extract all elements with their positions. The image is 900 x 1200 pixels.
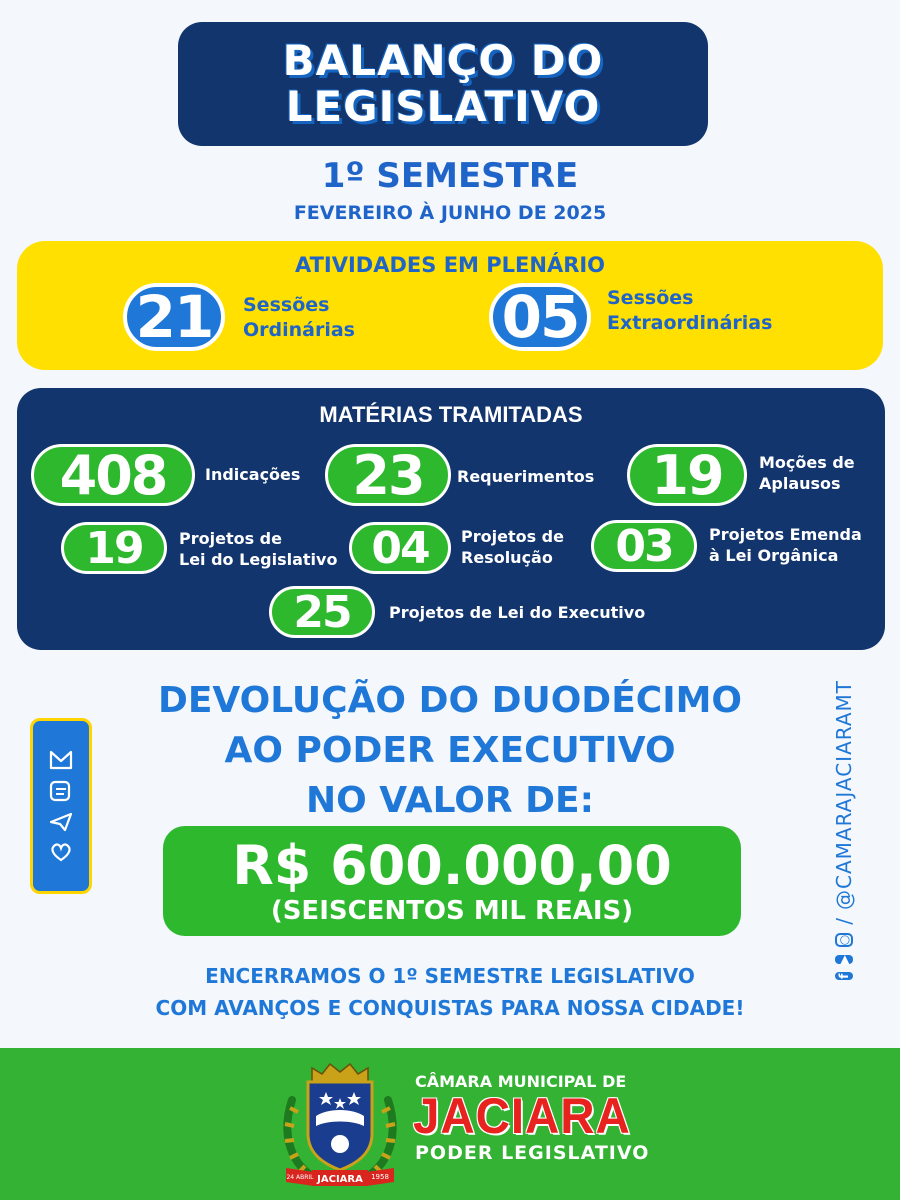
stat-sessoes-ordinarias-label [243, 293, 355, 343]
heart-icon [48, 841, 74, 863]
title-line-2: LEGISLATIVO [285, 82, 601, 131]
closing-line-2: COM AVANÇOS E CONQUISTAS PARA NOSSA CIDADE! [155, 996, 745, 1020]
social-handle-block [829, 680, 859, 980]
devolucao-line-2: AO PODER EXECUTIVO [224, 730, 676, 771]
closing-message [0, 960, 900, 1024]
amount-words: (SEISCENTOS MIL REAIS) [270, 896, 634, 926]
label-line: à Lei Orgânica [709, 546, 839, 565]
stat-projetos-lei-legislativo-label [179, 528, 337, 570]
plenario-title: ATIVIDADES EM PLENÁRIO [294, 253, 606, 277]
label-line: Projetos de [461, 527, 564, 546]
stat-indicacoes-label: Indicações [205, 465, 301, 484]
contact-card [30, 718, 92, 894]
stat-mocoes-value: 19 [627, 444, 747, 506]
amount-box [163, 826, 741, 936]
stat-projetos-emenda-label [709, 524, 862, 566]
stat-projetos-lei-executivo-label: Projetos de Lei do Executivo [389, 603, 646, 622]
document-icon [48, 779, 74, 803]
stat-projetos-emenda-value: 03 [591, 520, 697, 572]
city-crest-logo [278, 1060, 402, 1188]
label-line: Sessões [243, 294, 330, 316]
crest-banner-text: JACIARA [317, 1174, 363, 1185]
devolucao-heading [0, 676, 900, 826]
label-line: Resolução [461, 548, 553, 567]
semester-heading: 1º SEMESTRE [321, 156, 579, 196]
facebook-icon[interactable]: f [837, 973, 851, 979]
social-handle[interactable]: @CAMARAJACIARAMT [832, 680, 856, 911]
stat-requerimentos-value: 23 [325, 444, 451, 506]
devolucao-line-1: DEVOLUÇÃO DO DUODÉCIMO [157, 680, 743, 721]
label-line: Extraordinárias [607, 312, 773, 334]
title-banner [178, 22, 708, 146]
footer-institution: CÂMARA MUNICIPAL DE [415, 1072, 627, 1091]
footer-city: JACIARA [413, 1088, 631, 1144]
label-line: Ordinárias [243, 319, 355, 341]
footer-subtitle: PODER LEGISLATIVO [415, 1142, 650, 1164]
stat-sessoes-ordinarias-value: 21 [123, 283, 225, 351]
amount-value: R$ 600.000,00 [232, 834, 672, 897]
stat-projetos-lei-executivo-value: 25 [269, 586, 375, 638]
crest-date-right: 1958 [371, 1173, 389, 1181]
instagram-icon[interactable]: ○ [837, 934, 851, 946]
label-line: Aplausos [759, 474, 841, 493]
stat-projetos-lei-legislativo-value: 19 [61, 522, 167, 574]
stat-sessoes-extraordinarias-value: 05 [489, 283, 591, 351]
social-separator: / [832, 918, 856, 925]
materias-title: MATÉRIAS TRAMITADAS [319, 402, 583, 427]
label-line: Sessões [607, 287, 694, 309]
stat-projetos-resolucao-value: 04 [349, 522, 451, 574]
stat-sessoes-extraordinarias-label [607, 286, 772, 336]
send-icon [48, 811, 74, 833]
materias-panel [17, 388, 885, 650]
stat-projetos-resolucao-label [461, 526, 564, 568]
stat-requerimentos-label: Requerimentos [457, 467, 595, 486]
label-line: Moções de [759, 453, 855, 472]
title-line-1: BALANÇO DO [282, 36, 604, 85]
label-line: Lei do Legislativo [179, 550, 338, 569]
stat-indicacoes-value: 408 [31, 444, 195, 506]
footer [0, 1048, 900, 1200]
crest-date-left: 24 ABRIL [286, 1174, 314, 1181]
period-subtitle: FEVEREIRO À JUNHO DE 2025 [293, 202, 607, 224]
mail-icon [48, 749, 74, 771]
devolucao-line-3: NO VALOR DE: [306, 780, 594, 821]
label-line: Projetos de [179, 529, 282, 548]
plenario-panel [17, 241, 883, 370]
youtube-icon[interactable]: ▶ [837, 955, 851, 965]
closing-line-1: ENCERRAMOS O 1º SEMESTRE LEGISLATIVO [205, 964, 695, 988]
stat-mocoes-label [759, 452, 855, 494]
label-line: Projetos Emenda [709, 525, 862, 544]
